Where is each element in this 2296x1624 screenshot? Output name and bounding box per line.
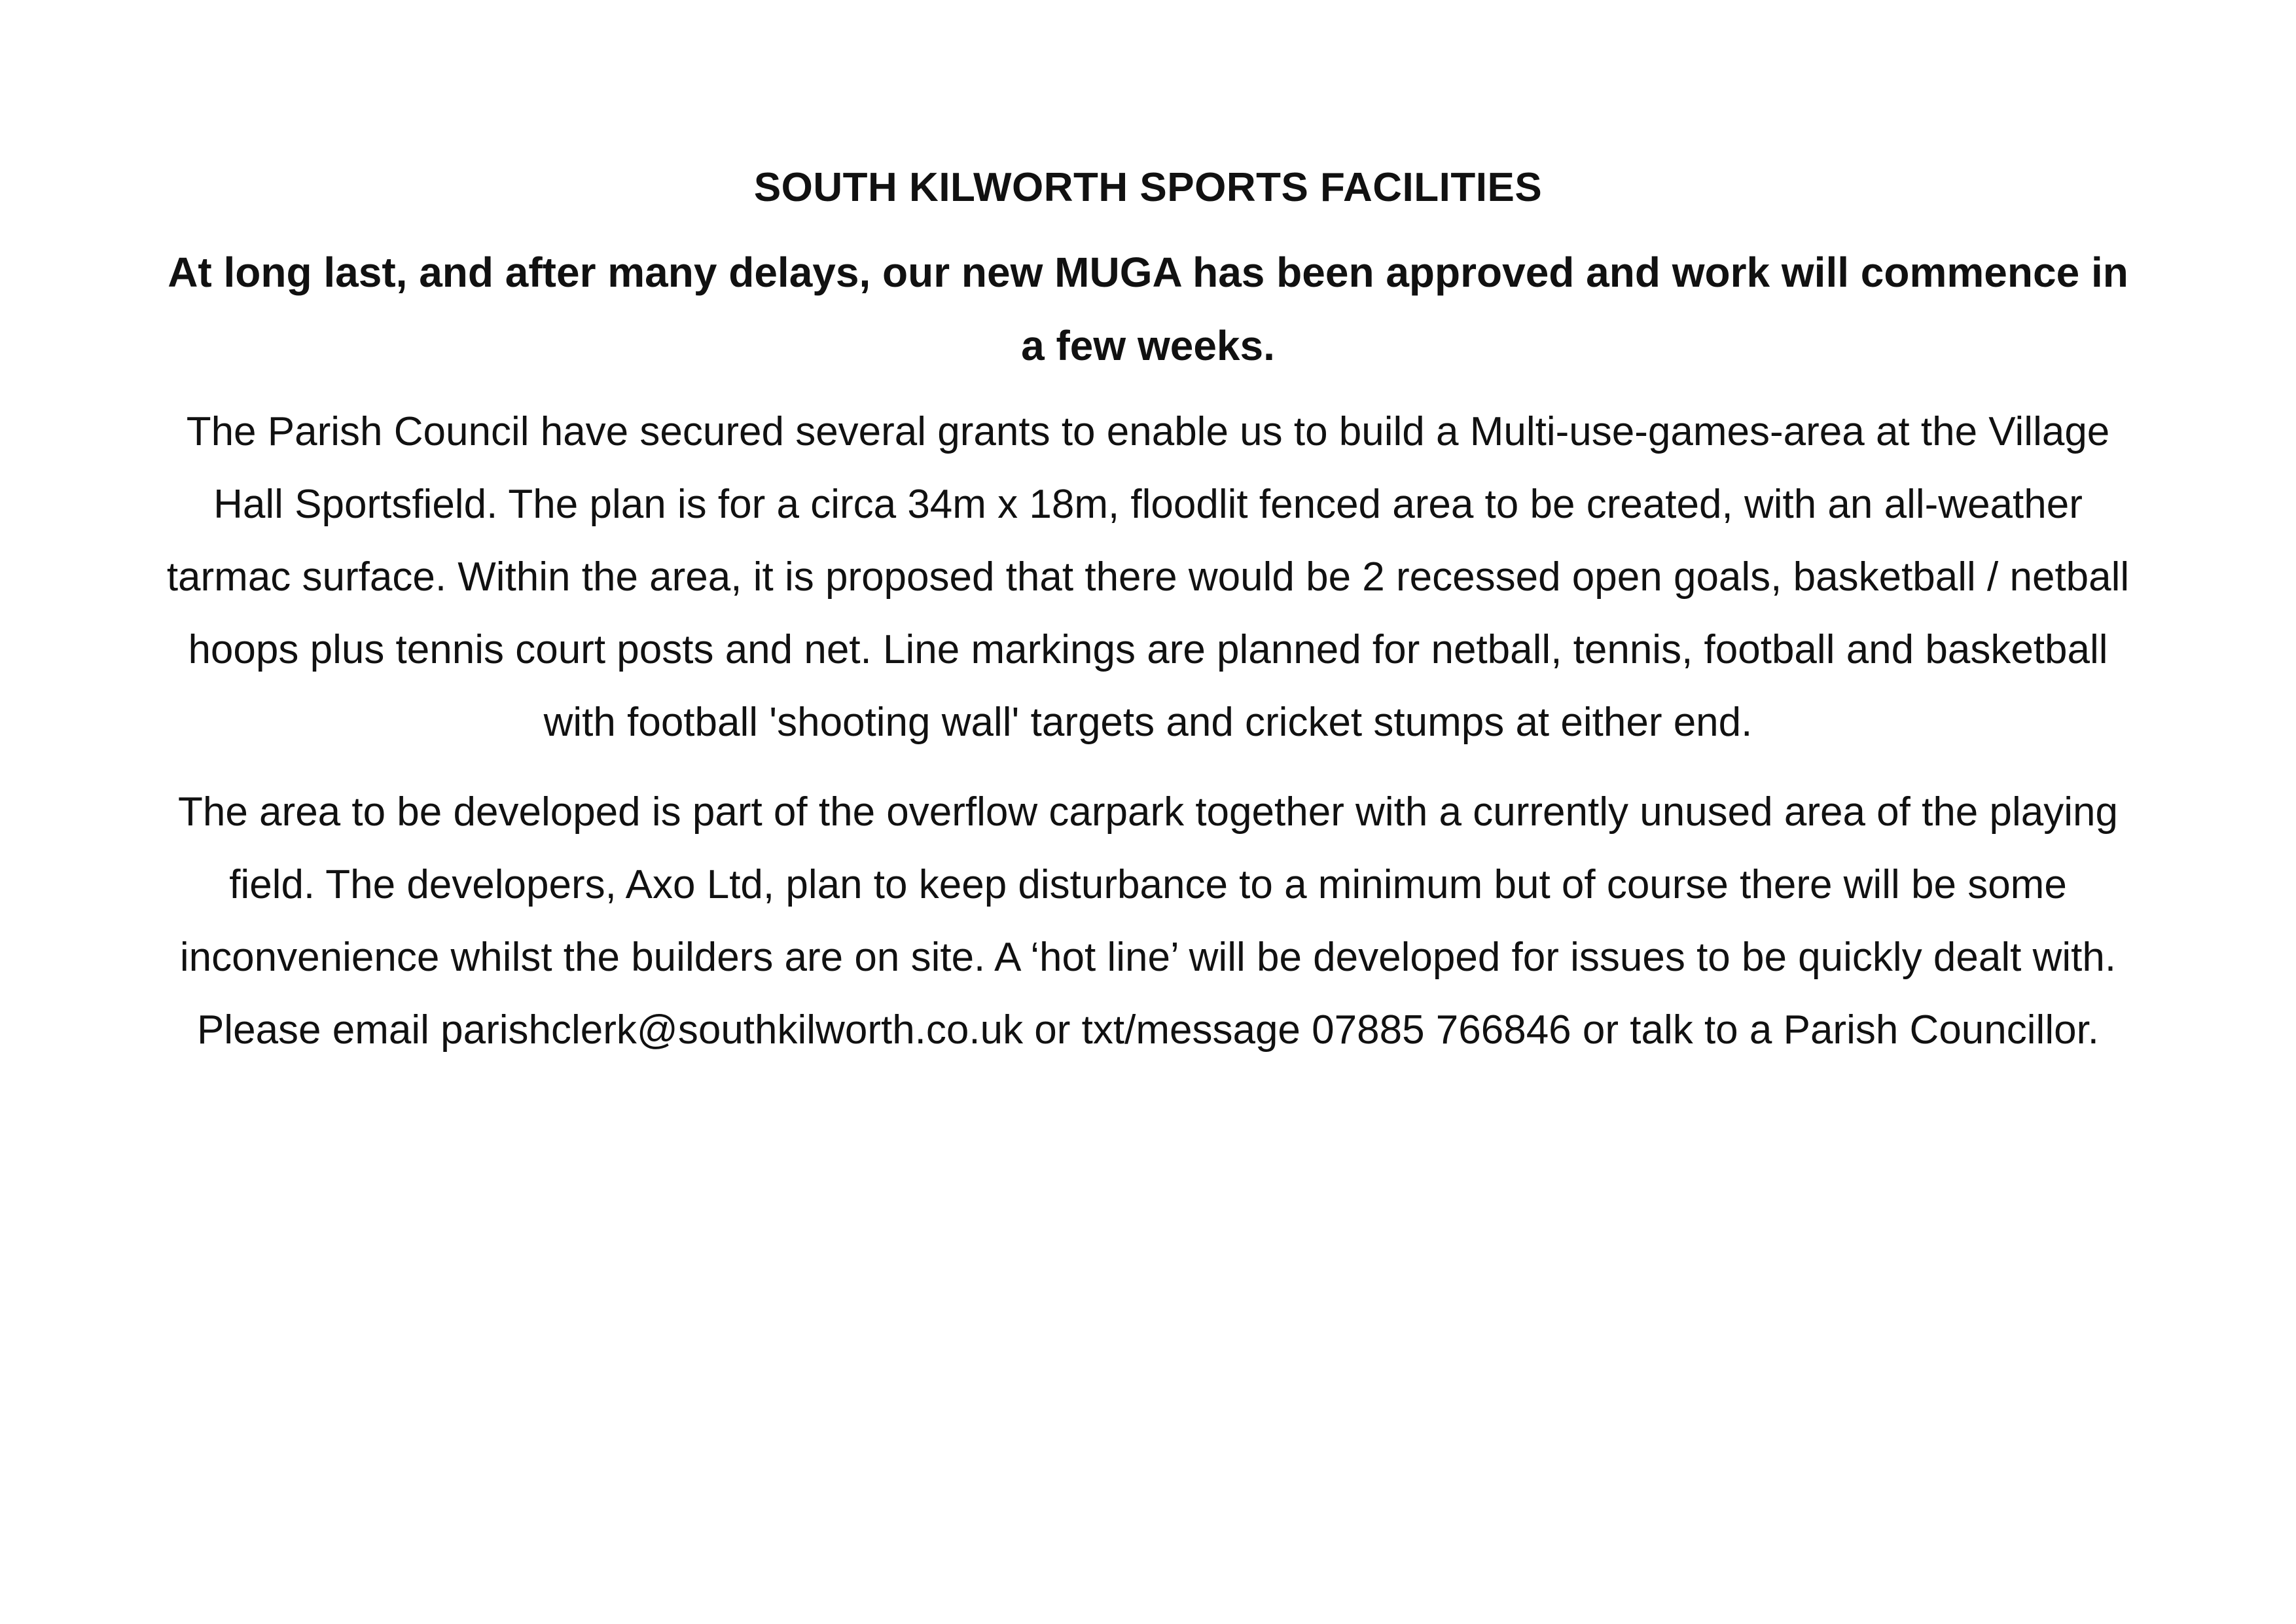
paragraph-development-contact: The area to be developed is part of the overflow carpark together with a currently unused area of the playing field. The developers, Axo Ltd, plan to keep disturbance to a minimum but of course there will be some inconvenience whilst the builders are on site. A ‘hot line’ will be developed for issues to be quickly dealt with. Please email parishclerk@southkilworth.co.uk or txt/message 07885 766846 or talk to a Parish Councillor. bbox=[178, 789, 2118, 1053]
paragraph-muga-plan: The Parish Council have secured several grants to enable us to build a Multi-use-games-area at the Village Hall Sportsfield. The plan is for a circa 34m x 18m, floodlit fenced area to be created, with an all-weather tarmac surface. Within the area, it is proposed that there would be 2 recessed open goals, basketball / netball hoops plus tennis court posts and net. Line markings are planned for netball, tennis, football and basketball with football 'shooting wall' targets and cricket stumps at either end. bbox=[166, 409, 2130, 745]
document-body bbox=[151, 156, 2145, 1066]
headline: At long last, and after many delays, our new MUGA has been approved and work will commence in a few weeks. bbox=[168, 249, 2128, 369]
document-title: SOUTH KILWORTH SPORTS FACILITIES bbox=[753, 165, 1543, 210]
